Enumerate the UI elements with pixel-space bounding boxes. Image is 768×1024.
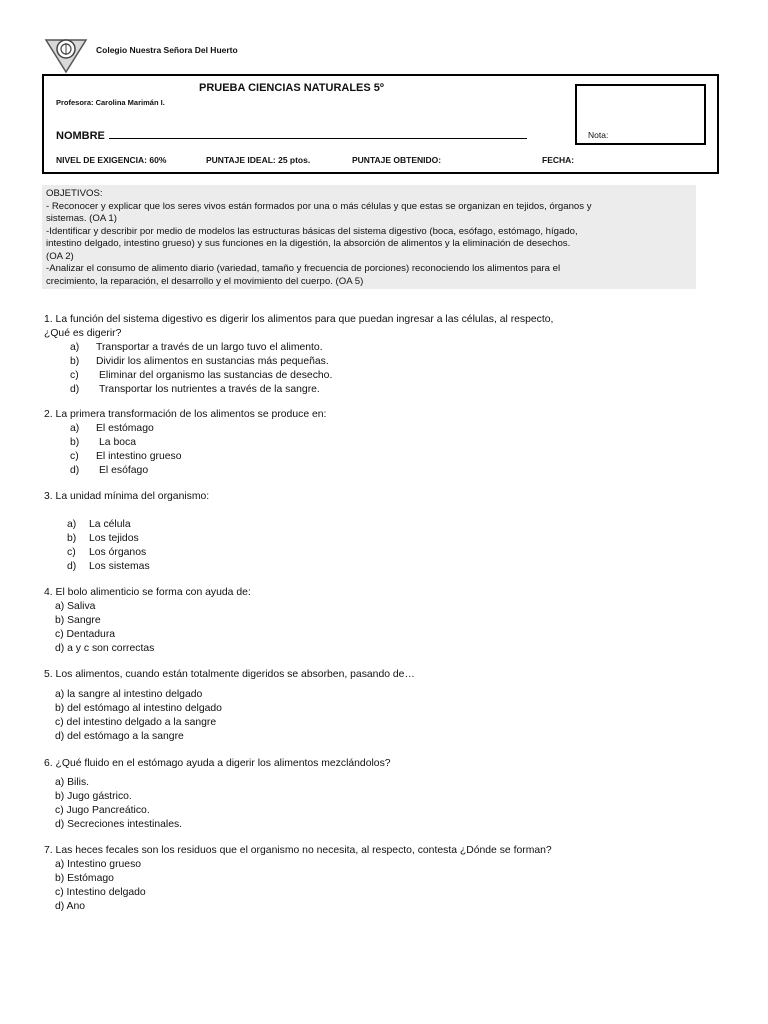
- question-6: [44, 757, 391, 832]
- objective-line: crecimiento, la reparación, el desarrollo y el movimiento del cuerpo. (OA 5): [46, 275, 364, 287]
- nota-label: Nota:: [588, 130, 609, 140]
- puntaje-ideal: PUNTAJE IDEAL: 25 ptos.: [206, 155, 311, 165]
- answer-option[interactable]: c) El intestino grueso: [70, 451, 182, 462]
- exam-title: PRUEBA CIENCIAS NATURALES 5º: [199, 82, 384, 94]
- question-2: [44, 408, 326, 478]
- answer-option[interactable]: a) Intestino grueso: [55, 859, 142, 870]
- question-4: [44, 586, 251, 656]
- objective-line: intestino delgado, intestino grueso) y sus funciones en la digestión, la absorción de alimentos y la eliminación de desechos.: [46, 238, 571, 249]
- answer-option[interactable]: d) a y c son correctas: [55, 643, 155, 654]
- teacher-name: Profesora: Carolina Marimán I.: [56, 98, 165, 107]
- question-3: [44, 490, 209, 574]
- answer-option[interactable]: a) la sangre al intestino delgado: [55, 689, 203, 700]
- exam-info-row: [56, 155, 574, 165]
- answer-option[interactable]: c) del intestino delgado a la sangre: [55, 717, 217, 728]
- exam-header-box: [42, 74, 719, 174]
- name-blank-line[interactable]: [109, 127, 527, 139]
- objective-line: -Analizar el consumo de alimento diario (variedad, tamaño y frecuencia de porciones) reconociendo los alimentos para el: [46, 263, 561, 274]
- question-5: [44, 668, 415, 744]
- question-stem: 4. El bolo alimenticio se forma con ayuda de:: [44, 587, 251, 598]
- answer-option[interactable]: d) El esófago: [70, 465, 149, 476]
- answer-option[interactable]: a) El estómago: [70, 423, 154, 434]
- answer-option[interactable]: a) Transportar a través de un largo tuvo el alimento.: [70, 342, 323, 353]
- answer-option[interactable]: d) Ano: [55, 901, 86, 912]
- school-crest-icon: [44, 34, 88, 74]
- answer-option[interactable]: b) Estómago: [55, 873, 114, 884]
- name-label: NOMBRE: [56, 130, 105, 142]
- objectives-box: [42, 185, 696, 289]
- objectives-heading: OBJETIVOS:: [46, 188, 103, 199]
- question-stem: 1. La función del sistema digestivo es digerir los alimentos para que puedan ingresar a las células, al respecto,: [44, 314, 554, 325]
- question-stem: 7. Las heces fecales son los residuos que el organismo no necesita, al respecto, contesta ¿Dónde se forman?: [44, 845, 552, 856]
- question-stem: 3. La unidad mínima del organismo:: [44, 491, 210, 502]
- question-stem: 5. Los alimentos, cuando están totalmente digeridos se absorben, pasando de…: [44, 669, 415, 680]
- answer-option[interactable]: a) Bilis.: [55, 777, 90, 788]
- school-name: Colegio Nuestra Señora Del Huerto: [96, 45, 238, 55]
- fecha-label: FECHA:: [542, 155, 575, 165]
- answer-option[interactable]: d) Secreciones intestinales.: [55, 819, 183, 830]
- answer-option[interactable]: d) Transportar los nutrientes a través de la sangre.: [70, 384, 320, 395]
- answer-option[interactable]: d) del estómago a la sangre: [55, 731, 184, 742]
- question-7: [44, 844, 552, 914]
- objective-line: - Reconocer y explicar que los seres vivos están formados por una o más células y que estas se organizan en tejidos, órganos y: [46, 200, 592, 212]
- question-stem: ¿Qué es digerir?: [44, 328, 122, 339]
- answer-option[interactable]: b) Sangre: [55, 615, 101, 626]
- objective-line: sistemas. (OA 1): [46, 213, 117, 224]
- question-1: [44, 313, 553, 397]
- answer-option[interactable]: c) Jugo Pancreático.: [55, 805, 150, 816]
- answer-option[interactable]: a) La célula: [67, 519, 131, 530]
- answer-option[interactable]: c) Dentadura: [55, 629, 116, 640]
- nivel-exigencia: NIVEL DE EXIGENCIA: 60%: [56, 155, 167, 165]
- question-stem: 2. La primera transformación de los alimentos se produce en:: [44, 409, 327, 420]
- objective-line: (OA 2): [46, 250, 74, 262]
- answer-option[interactable]: b) del estómago al intestino delgado: [55, 703, 222, 714]
- answer-option[interactable]: b) La boca: [70, 437, 136, 448]
- answer-option[interactable]: d) Los sistemas: [67, 561, 150, 572]
- student-name-field[interactable]: [56, 127, 527, 142]
- answer-option[interactable]: c) Intestino delgado: [55, 887, 146, 898]
- puntaje-obtenido: PUNTAJE OBTENIDO:: [352, 155, 442, 165]
- question-stem: 6. ¿Qué fluido en el estómago ayuda a digerir los alimentos mezclándolos?: [44, 758, 391, 769]
- answer-option[interactable]: a) Saliva: [55, 601, 96, 612]
- answer-option[interactable]: c) Los órganos: [67, 547, 147, 558]
- answer-option[interactable]: b) Jugo gástrico.: [55, 791, 132, 802]
- answer-option[interactable]: c) Eliminar del organismo las sustancias de desecho.: [70, 370, 333, 381]
- answer-option[interactable]: b) Los tejidos: [67, 533, 139, 544]
- answer-option[interactable]: b) Dividir los alimentos en sustancias más pequeñas.: [70, 356, 329, 367]
- objective-line: -Identificar y describir por medio de modelos las estructuras básicas del sistema digestivo (boca, esófago, estómago, hígado,: [46, 225, 578, 237]
